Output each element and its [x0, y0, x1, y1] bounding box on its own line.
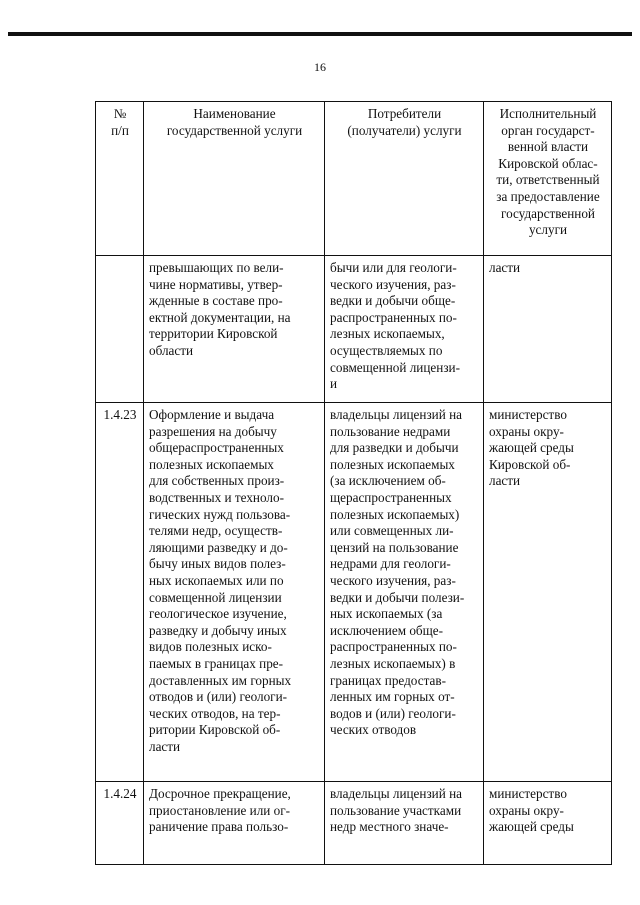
cell-line: распространенных по- [330, 639, 457, 655]
cell-line: (за исключением об- [330, 473, 446, 489]
cell-line: венной власти [507, 139, 589, 155]
cell-line: гических нужд пользова- [149, 506, 291, 522]
cell-line: отводов и (или) геологи- [149, 689, 288, 705]
cell-line: услуги [528, 222, 568, 238]
cell-line: видов полезных иско- [149, 639, 272, 655]
cell-authority [484, 782, 612, 865]
services-table [95, 101, 612, 865]
cell-line: владельцы лицензий на [330, 786, 462, 801]
cell-consumers [325, 256, 484, 403]
cell-line: охраны окру- [489, 423, 564, 439]
header-authority [484, 102, 612, 256]
cell-line: за предоставление [496, 188, 600, 204]
cell-line: водственных и техноло- [149, 489, 284, 505]
cell-line: ласти [489, 260, 521, 275]
cell-line: водов и (или) геологи- [330, 705, 456, 721]
cell-line: и [330, 376, 338, 392]
table-header-row [96, 102, 612, 256]
cell-line: ческого изучения, раз- [330, 572, 456, 588]
cell-service-name [144, 403, 325, 782]
cell-line: лезных ископаемых, [330, 326, 445, 342]
cell-line: п/п [111, 122, 129, 138]
cell-line: ленных им горных от- [330, 689, 455, 705]
cell-service-name [144, 256, 325, 403]
cell-line: разрешения на добычу [149, 423, 277, 439]
cell-line: бычи или для геологи- [330, 260, 457, 275]
cell-line: недр местного значе- [330, 819, 449, 835]
cell-line: для собственных произ- [149, 473, 285, 489]
cell-line: министерство [489, 786, 567, 801]
cell-line: ческих отводов, на тер- [149, 705, 281, 721]
cell-line: Кировской облас- [498, 155, 598, 171]
cell-line: территории Кировской [149, 326, 278, 342]
header-consumers [325, 102, 484, 256]
cell-line: паемых в границах пре- [149, 655, 284, 671]
cell-line: ляющими разведку и до- [149, 539, 288, 555]
table-row [96, 403, 612, 782]
cell-line: жающей среды [489, 440, 574, 456]
cell-line: границах предостав- [330, 672, 446, 688]
cell-line: (получатели) услуги [347, 122, 462, 138]
table-row [96, 782, 612, 865]
cell-consumers [325, 782, 484, 865]
header-num [96, 102, 144, 256]
cell-line: области [149, 342, 194, 358]
cell-line: раничение права пользо- [149, 819, 289, 835]
cell-line: Наименование [193, 106, 276, 121]
cell-line: чине нормативы, утвер- [149, 276, 283, 292]
cell-line: государственной [501, 205, 595, 221]
cell-line: общераспространенных [149, 440, 284, 456]
cell-line: № [113, 106, 127, 121]
cell-line: ческого изучения, раз- [330, 276, 456, 292]
cell-line: полезных ископаемых) [330, 506, 460, 522]
cell-authority [484, 256, 612, 403]
cell-line: ведки и добычи обще- [330, 293, 456, 309]
cell-line: ческих отводов [330, 722, 417, 738]
cell-line: бычу иных видов полез- [149, 556, 286, 572]
cell-num: 1.4.23 [96, 403, 144, 782]
cell-line: или совмещенных ли- [330, 523, 454, 539]
cell-service-name [144, 782, 325, 865]
cell-line: ритории Кировской об- [149, 722, 281, 738]
page-number: 16 [314, 60, 326, 74]
cell-line: щераспространенных [330, 489, 452, 505]
cell-line: приостановление или ог- [149, 802, 291, 818]
header-service-name [144, 102, 325, 256]
cell-line: ектной документации, на [149, 309, 291, 325]
cell-line: орган государст- [501, 122, 595, 138]
cell-line: распространенных по- [330, 309, 457, 325]
cell-line: ти, ответственный [496, 172, 600, 188]
cell-line: Оформление и выдача [149, 407, 275, 422]
table-row [96, 256, 612, 403]
cell-consumers [325, 403, 484, 782]
top-rule [8, 32, 632, 36]
cell-line: ласти [489, 473, 521, 489]
cell-line: полезных ископаемых [149, 456, 274, 472]
cell-line: превышающих по вели- [149, 260, 284, 275]
cell-line: осуществляемых по [330, 342, 443, 358]
cell-line: телями недр, осуществ- [149, 523, 283, 539]
cell-line: геологическое изучение, [149, 606, 287, 622]
cell-line: владельцы лицензий на [330, 407, 462, 422]
cell-line: пользование недрами [330, 423, 451, 439]
cell-line: жающей среды [489, 819, 574, 835]
cell-line: Досрочное прекращение, [149, 786, 291, 801]
cell-num: 1.4.24 [96, 782, 144, 865]
cell-line: охраны окру- [489, 802, 564, 818]
cell-line: цензий на пользование [330, 539, 459, 555]
cell-line: недрами для геологи- [330, 556, 451, 572]
cell-line: ласти [149, 738, 181, 754]
cell-line: полезных ископаемых [330, 456, 455, 472]
cell-authority [484, 403, 612, 782]
cell-line: разведку и добычу иных [149, 622, 287, 638]
cell-line: пользование участками [330, 802, 462, 818]
cell-line: доставленных им горных [149, 672, 292, 688]
cell-line: совмещенной лицензии [149, 589, 282, 605]
cell-line: Потребители [367, 106, 442, 121]
cell-line: ведки и добычи полези- [330, 589, 465, 605]
cell-line: ных ископаемых (за [330, 606, 443, 622]
cell-line: Исполнительный [499, 106, 597, 121]
cell-line: Кировской об- [489, 456, 571, 472]
cell-line: ных ископаемых или по [149, 572, 284, 588]
cell-line: жденные в составе про- [149, 293, 283, 309]
cell-line: для разведки и добычи [330, 440, 459, 456]
cell-line: исключением обще- [330, 622, 444, 638]
cell-line: совмещенной лицензи- [330, 359, 460, 375]
cell-line: лезных ископаемых) в [330, 655, 456, 671]
cell-num [96, 256, 144, 403]
cell-line: министерство [489, 407, 567, 422]
cell-line: государственной услуги [166, 122, 303, 138]
